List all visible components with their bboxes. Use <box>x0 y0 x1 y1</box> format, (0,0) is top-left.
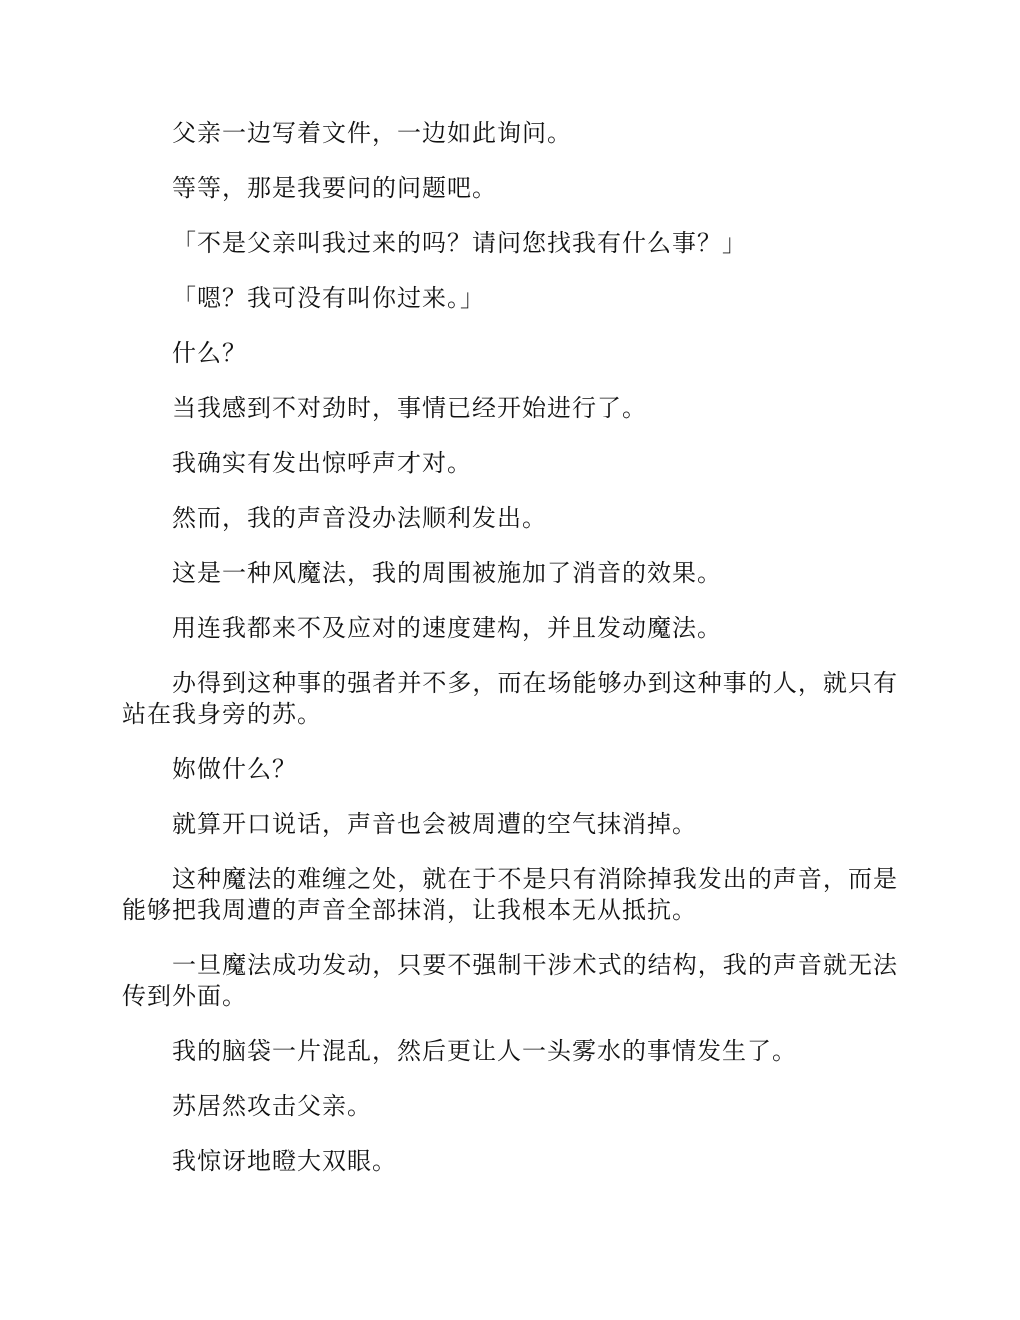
paragraph: 办得到这种事的强者并不多，而在场能够办到这种事的人，就只有站在我身旁的苏。 <box>122 669 898 728</box>
paragraph: 苏居然攻击父亲。 <box>172 1092 372 1120</box>
paragraph: 什么？ <box>172 339 247 367</box>
paragraph: 这种魔法的难缠之处，就在于不是只有消除掉我发出的声音，而是能够把我周遭的声音全部抹消，让我根本无从抵抗。 <box>122 865 898 924</box>
paragraph: 然而，我的声音没办法顺利发出。 <box>172 504 547 532</box>
paragraph: 父亲一边写着文件，一边如此询问。 <box>172 119 572 147</box>
paragraph: 妳做什么？ <box>172 755 297 783</box>
paragraph: 一旦魔法成功发动，只要不强制干涉术式的结构，我的声音就无法传到外面。 <box>122 951 898 1010</box>
paragraph: 我惊讶地瞪大双眼。 <box>172 1147 397 1175</box>
paragraph: 用连我都来不及应对的速度建构，并且发动魔法。 <box>172 614 722 642</box>
paragraph: 就算开口说话，声音也会被周遭的空气抹消掉。 <box>172 810 697 838</box>
paragraph: 「嗯？我可没有叫你过来。」 <box>172 284 485 312</box>
paragraph: 「不是父亲叫我过来的吗？请问您找我有什么事？」 <box>172 229 747 257</box>
paragraph: 等等，那是我要问的问题吧。 <box>172 174 497 202</box>
paragraph: 这是一种风魔法，我的周围被施加了消音的效果。 <box>172 559 722 587</box>
paragraph: 当我感到不对劲时，事情已经开始进行了。 <box>172 394 647 422</box>
document-page <box>122 118 898 1177</box>
paragraph: 我的脑袋一片混乱，然后更让人一头雾水的事情发生了。 <box>172 1037 797 1065</box>
paragraph: 我确实有发出惊呼声才对。 <box>172 449 472 477</box>
